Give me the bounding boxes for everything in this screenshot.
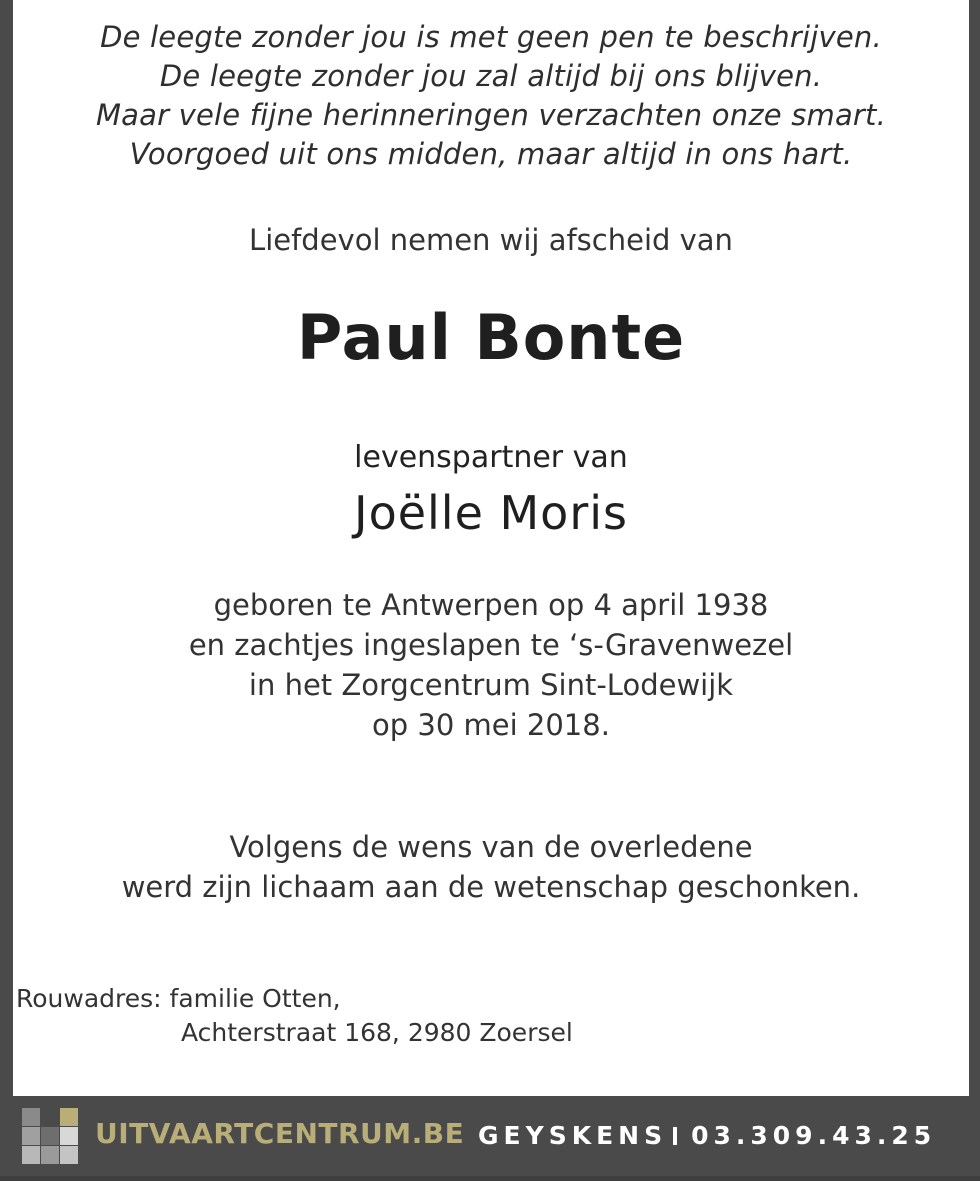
wish-line: Volgens de wens van de overledene — [229, 830, 753, 864]
address-line-2: Achterstraat 168, 2980 Zoersel — [181, 1018, 573, 1047]
bio-line: geboren te Antwerpen op 4 april 1938 — [213, 588, 769, 622]
bio-line: en zachtjes ingeslapen te ‘s-Gravenwezel — [188, 628, 794, 662]
intro-text: Liefdevol nemen wij afscheid van — [249, 223, 733, 257]
company-name: GEYSKENS — [478, 1121, 668, 1150]
poem-line: Maar vele fijne herinneringen verzachten onze smart. — [95, 98, 887, 132]
poem-line: De leegte zonder jou zal altijd bij ons blijven. — [159, 59, 823, 93]
mourning-address — [16, 982, 573, 1050]
address-line-1: Rouwadres: familie Otten, — [16, 984, 341, 1013]
separator — [673, 1127, 677, 1145]
biography — [13, 585, 969, 745]
phone-number: 03.309.43.25 — [691, 1121, 937, 1150]
bio-line: op 30 mei 2018. — [372, 708, 610, 742]
brand-name: UITVAARTCENTRUM.BE — [95, 1117, 465, 1150]
bio-line: in het Zorgcentrum Sint-Lodewijk — [248, 668, 734, 702]
partner-name: Joëlle Moris — [354, 486, 628, 540]
obituary-card — [13, 0, 969, 1096]
funeral-home-contact — [478, 1116, 936, 1156]
wish-line: werd zijn lichaam aan de wetenschap geschonken. — [121, 870, 861, 904]
poem — [13, 18, 969, 174]
deceased-name: Paul Bonte — [296, 301, 686, 374]
poem-line: De leegte zonder jou is met geen pen te beschrijven. — [100, 20, 882, 54]
wish-text — [13, 827, 969, 907]
uitvaartcentrum-logo-icon — [22, 1108, 80, 1164]
relation-label: levenspartner van — [354, 440, 628, 475]
footer-bar — [0, 1096, 980, 1181]
bottom-strip — [0, 1176, 980, 1181]
poem-line: Voorgoed uit ons midden, maar altijd in ons hart. — [129, 137, 853, 171]
